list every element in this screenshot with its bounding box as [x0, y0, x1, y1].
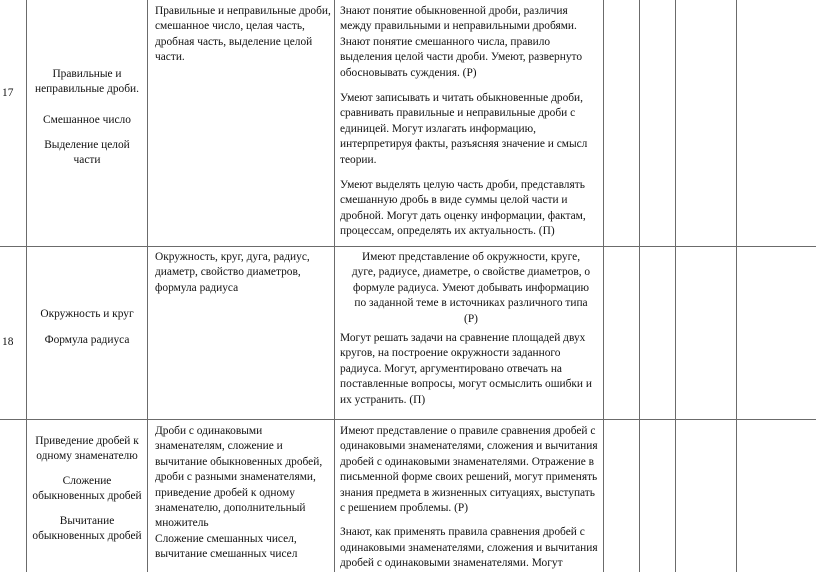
row-number: 17 [2, 87, 14, 99]
outcomes-cell: Знают понятие обыкновенной дроби, различия между правильными и неправильными дробями. Знают понятие смешанного числа, правило выделения целой части дроби. Умеют, развернуто обосновывать суждения. (Р) Умеют записывать и читать обыкновенные дроби, сравнивать правильные и неправильные дроби с единицей. Могут излагать информацию, интерпретируя факты, разъясняя значение и смысл теории. Умеют выделять целую часть дроби, представлять смешанную дробь в виде суммы целой части и дробной. Могут дать оценку информации, фактам, процессам, определять их актуальность. (П) [340, 5, 588, 238]
row-number: 18 [2, 336, 14, 348]
column-divider-topic [147, 0, 148, 572]
topic-cell: Приведение дробей к одному знаменателю Сложение обыкновенных дробей Вычитание обыкновенных дробей [32, 435, 142, 543]
column-divider-outcomes [603, 0, 604, 572]
concepts-cell: Окружность, круг, дуга, радиус, диаметр, свойство диаметров, формула радиуса [155, 251, 310, 294]
topic-cell: Правильные и неправильные дроби. Смешанное число Выделение целой части [35, 68, 139, 167]
column-divider-extra-2 [675, 0, 676, 572]
column-divider-extra-1 [639, 0, 640, 572]
outcomes-cell-part1: Имеют представление об окружности, круге, дуге, радиусе, диаметре, о свойстве диаметров, о формуле радиуса. Умеют добывать информацию по заданной теме в источниках различного типа (Р) [351, 251, 591, 325]
row-divider-2 [0, 419, 816, 420]
column-divider-concepts [334, 0, 335, 572]
outcomes-cell: Имеют представление о правиле сравнения дробей с одинаковыми знаменателями, сложения и вычитания дробей с одинаковыми знаменателями. Отражение в письменной форме своих решений, могут применять знания предмета в жизненных ситуациях, выступать с решением проблемы. (Р) Знают, как применять правила сравнения дробей с одинаковыми знаменателями, сложения и вычитания дробей с одинаковыми знаменателями. Могут [340, 425, 598, 570]
concepts-cell: Дроби с одинаковыми знаменателям, сложение и вычитание обыкновенных дробей, дроби с разными знаменателями, приведение дробей к одному знаменателю, дополнительный множитель Сложение смешанных чисел, вычитание смешанных чисел [155, 425, 323, 561]
concepts-cell: Правильные и неправильные дроби, смешанное число, целая часть, дробная часть, выделение целой части. [155, 5, 331, 64]
topic-cell: Окружность и круг Формула радиуса [40, 308, 134, 347]
column-divider-extra-3 [736, 0, 737, 572]
outcomes-cell-part2: Могут решать задачи на сравнение площадей двух кругов, на построение окружности заданного радиуса. Могут, аргументировано отвечать на поставленные вопросы, могут осмыслить ошибки и их устранить. (П) [340, 332, 592, 406]
row-divider-1 [0, 246, 816, 247]
